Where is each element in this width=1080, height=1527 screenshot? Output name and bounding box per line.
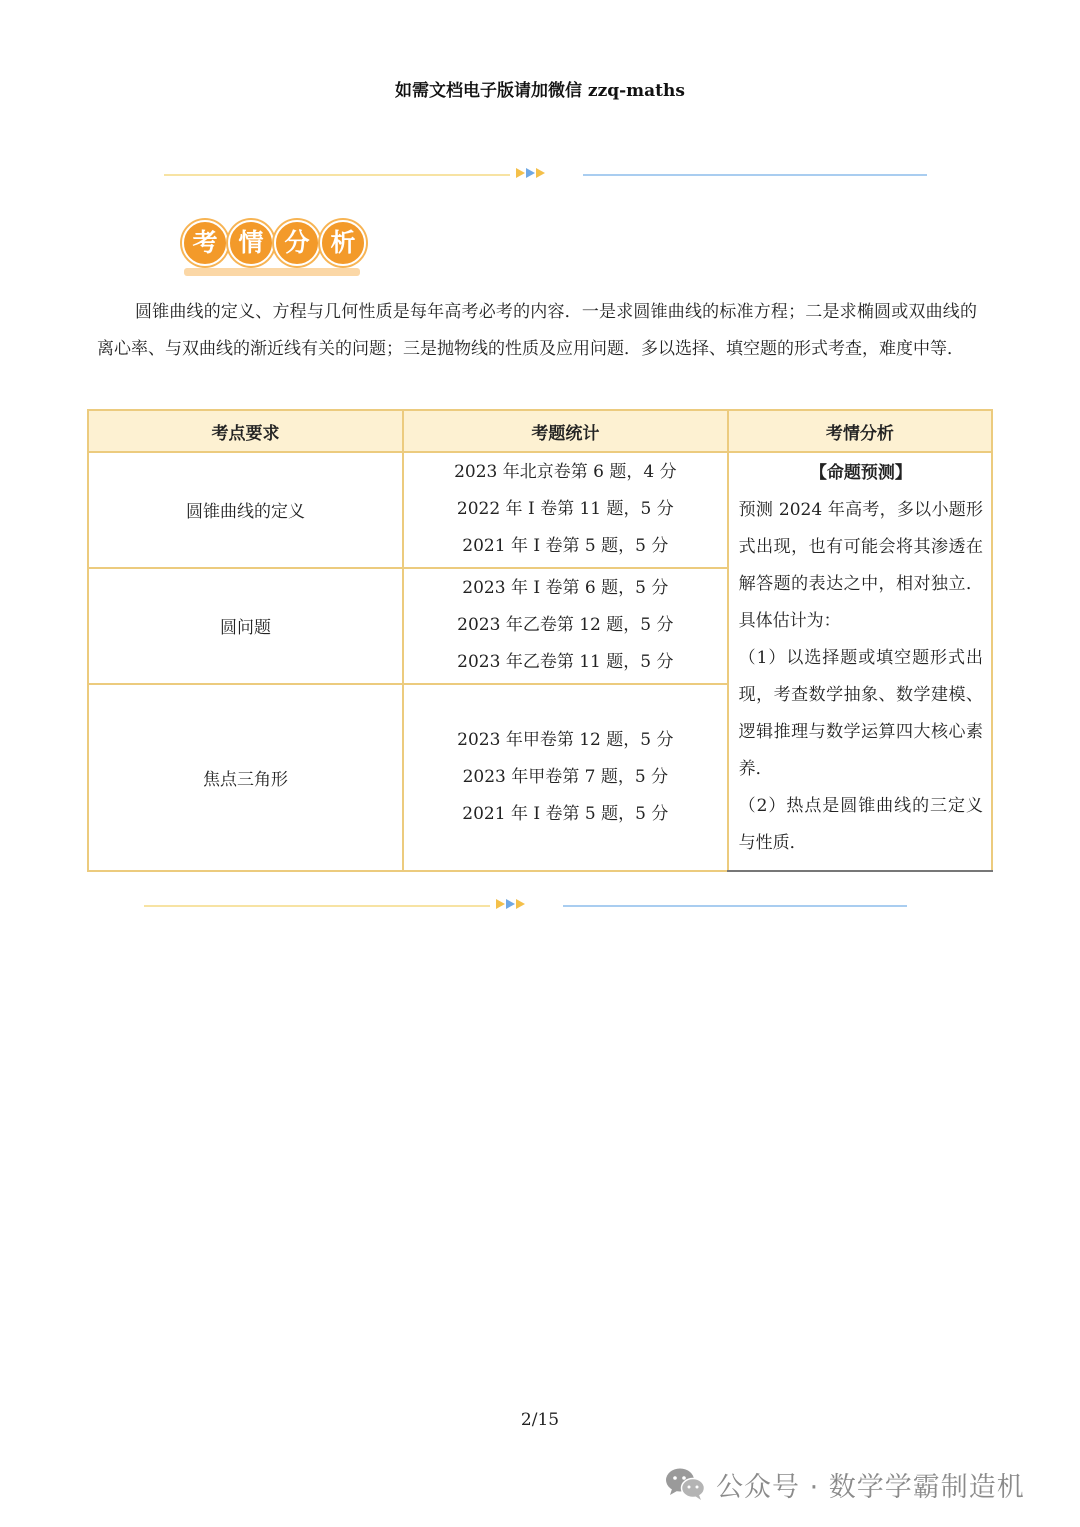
header-note: 如需文档电子版请加微信 zzq-maths: [395, 81, 685, 101]
analysis-cell: [728, 452, 992, 871]
header-stats: 考题统计: [403, 410, 728, 452]
watermark: [664, 1462, 1025, 1506]
page-number: 2/15: [520, 1410, 560, 1430]
point-cell: 焦点三角形: [88, 684, 403, 872]
analysis-paragraph: （1）以选择题或填空题形式出现，考查数学抽象、数学建模、逻辑推理与数学运算四大核心素养．: [738, 648, 983, 779]
analysis-heading: 【命题预测】: [809, 463, 912, 483]
stats-cell: [403, 684, 728, 872]
watermark-text: 公众号 · 数学学霸制造机: [716, 1471, 1025, 1503]
analysis-paragraph: 预测 2024 年高考，多以小题形式出现，也有可能会将其渗透在解答题的表达之中，相对独立．具体估计为：: [738, 500, 983, 631]
analysis-paragraph: （2）热点是圆锥曲线的三定义与性质．: [738, 796, 983, 853]
stat-line: 2023 年北京卷第 6 题，4 分: [454, 462, 677, 483]
intro-paragraph: 圆锥曲线的定义、方程与几何性质是每年高考必考的内容．一是求圆锥曲线的标准方程；二是求椭圆或双曲线的离心率、与双曲线的渐近线有关的问题；三是抛物线的性质及应用问题．多以选择、填空题的形式考查，难度中等．: [97, 302, 977, 359]
stat-line: 2023 年乙卷第 12 题，5 分: [457, 615, 674, 636]
badge-char: 考: [182, 220, 228, 266]
table-header-row: [88, 410, 992, 452]
stat-line: 2023 年乙卷第 11 题，5 分: [457, 652, 674, 673]
stat-line: 2023 年 I 卷第 6 题，5 分: [462, 578, 669, 599]
stats-cell: [403, 452, 728, 568]
header-point: 考点要求: [88, 410, 403, 452]
stat-line: 2023 年甲卷第 7 题，5 分: [462, 766, 669, 787]
section-badge: [180, 218, 370, 280]
stat-line: 2023 年甲卷第 12 题，5 分: [457, 729, 674, 750]
wechat-icon: [664, 1466, 706, 1502]
divider-arrows-icon: [516, 168, 545, 178]
bottom-divider: [0, 899, 1080, 913]
badge-char: 析: [320, 220, 366, 266]
point-cell: 圆问题: [88, 568, 403, 684]
point-cell: 圆锥曲线的定义: [88, 452, 403, 568]
badge-char: 情: [228, 220, 274, 266]
divider-arrows-icon: [496, 899, 525, 909]
stat-line: 2021 年 I 卷第 5 题，5 分: [462, 536, 669, 557]
table-row: [88, 452, 992, 568]
header-analysis: 考情分析: [728, 410, 992, 452]
stats-cell: [403, 568, 728, 684]
top-divider: [0, 168, 1080, 182]
badge-char: 分: [274, 220, 320, 266]
stat-line: 2022 年 I 卷第 11 题，5 分: [456, 499, 674, 520]
stat-line: 2021 年 I 卷第 5 题，5 分: [462, 803, 669, 824]
exam-analysis-table: [87, 409, 993, 872]
